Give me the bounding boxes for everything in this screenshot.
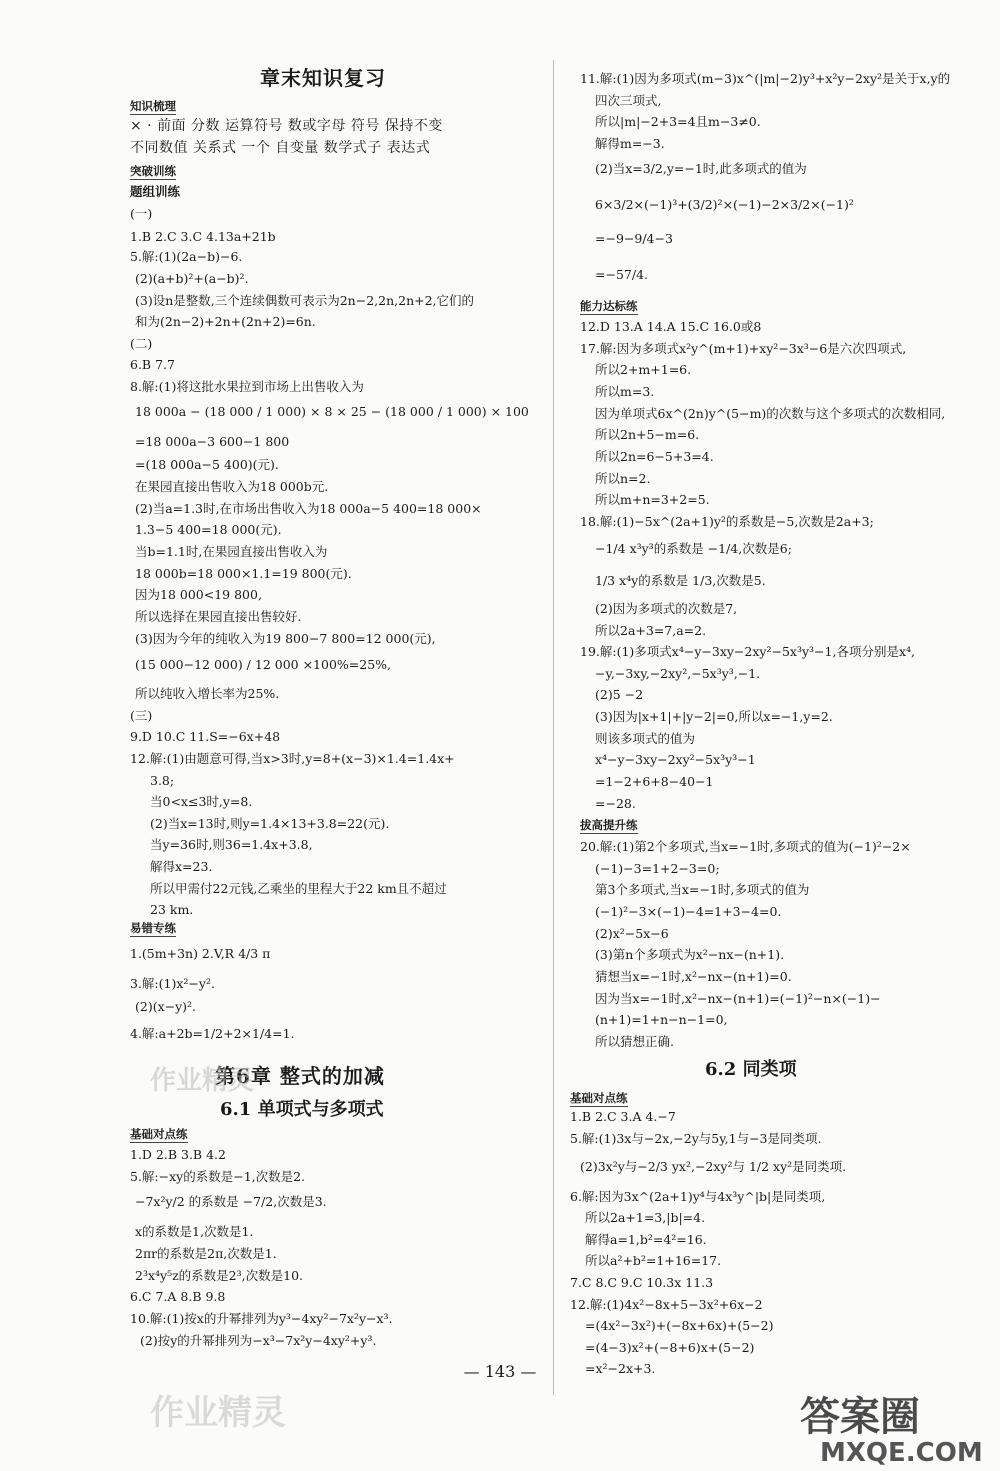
answer-line: 4.解:a+2b=1/2+2×1/4=1. [130, 1026, 295, 1041]
answer-line: =(4x²−3x²)+(−8x+6x)+(5−2) [585, 1318, 774, 1333]
answer-line: =−9−9/4−3 [595, 231, 673, 246]
answer-line: 所以2n=6−5+3=4. [595, 449, 714, 464]
answer-line: 1.D 2.B 3.B 4.2 [130, 1147, 226, 1162]
answer-line: 2πr的系数是2π,次数是1. [135, 1246, 277, 1261]
answer-line: 1.B 2.C 3.A 4.−7 [570, 1109, 676, 1124]
answer-line: 和为(2n−2)+2n+(2n+2)=6n. [135, 314, 316, 329]
answer-line: 20.解:(1)第2个多项式,当x=−1时,多项式的值为(−1)²−2× [580, 839, 911, 854]
answer-line: 所以甲需付22元钱,乙乘坐的里程大于22 km且不超过 [150, 881, 447, 896]
answer-line: (−1)²−3×(−1)−4=1+3−4=0. [595, 904, 782, 919]
answer-line: 当0<x≤3时,y=8. [150, 794, 253, 809]
answer-line: 所以2+m+1=6. [595, 362, 692, 377]
answer-line: 1.B 2.C 3.C 4.13a+21b [130, 229, 276, 244]
answer-line: 3.解:(1)x²−y². [130, 976, 215, 991]
answer-line: 5.解:−xy的系数是−1,次数是2. [130, 1169, 306, 1184]
answer-line: 6.B 7.7 [130, 357, 175, 372]
answer-line: 所以2n+5−m=6. [595, 427, 700, 442]
answer-line: (2)当a=1.3时,在市场出售收入为18 000a−5 400=18 000× [135, 501, 482, 516]
answer-line: 则该多项式的值为 [595, 731, 696, 746]
answer-line: (2)当x=13时,则y=1.4×13+3.8=22(元). [150, 816, 390, 831]
answer-line: =(18 000a−5 400)(元). [135, 457, 279, 472]
section-6-2-title: 6.2 同类项 [705, 1059, 797, 1080]
section-header-improve: 拔高提升练 [580, 818, 638, 832]
answer-line: (3)因为|x+1|+|y−2|=0,所以x=−1,y=2. [595, 709, 833, 724]
answer-line: 所以纯收入增长率为25%. [135, 686, 280, 701]
answer-line: 5.解:(1)(2a−b)−6. [130, 249, 243, 264]
answer-line: =18 000a−3 600−1 800 [135, 434, 290, 449]
answer-line: (2)因为多项式的次数是7, [595, 601, 738, 616]
answer-line: 解得a=1,b²=4²=16. [585, 1232, 707, 1247]
answer-line: 6.C 7.A 8.B 9.8 [130, 1289, 226, 1304]
answer-line: 所以|m|−2+3=4且m−3≠0. [595, 114, 761, 129]
answer-line: 12.解:(1)由题意可得,当x>3时,y=8+(x−3)×1.4=1.4x+ [130, 751, 455, 766]
answer-line: 6×3/2×(−1)³+(3/2)²×(−1)−2×3/2×(−1)² [595, 197, 854, 212]
answer-line: (2)当x=3/2,y=−1时,此多项式的值为 [595, 161, 807, 176]
answer-line: (−1)−3=1+2−3=0; [595, 861, 720, 876]
section-header-breakthrough: 突破训练 [130, 164, 176, 178]
answer-line: 1/3 x⁴y的系数是 1/3,次数是5. [595, 573, 766, 588]
answer-line: (3)设n是整数,三个连续偶数可表示为2n−2,2n,2n+2,它们的 [135, 293, 475, 308]
group-label: (二) [130, 336, 153, 351]
answer-line: 因为单项式6x^(2n)y^(5−m)的次数与这个多项式的次数相同, [595, 406, 946, 421]
answer-line: 所以m+n=3+2=5. [595, 492, 710, 507]
answer-line: 四次三项式, [595, 93, 662, 108]
answer-line: 23 km. [150, 902, 194, 917]
answer-line: 所以a²+b²=1+16=17. [585, 1253, 722, 1268]
group-label: (一) [130, 206, 153, 221]
column-divider [553, 60, 554, 1395]
group-label: (三) [130, 708, 153, 723]
page-number: — 143 — [463, 1362, 537, 1381]
answer-line: 1.(5m+3n) 2.V,R 4/3 π [130, 946, 271, 961]
answer-line: 10.解:(1)按x的升幂排列为y³−4xy²−7x²y−x³. [130, 1311, 393, 1326]
watermark-url: MXQE.COM [820, 1438, 983, 1468]
answer-line: (2)3x²y与−2/3 yx²,−2xy²与 1/2 xy²是同类项. [580, 1159, 847, 1174]
answer-line: −7x²y/2 的系数是 −7/2,次数是3. [135, 1194, 327, 1209]
watermark-text: 作业精灵 [150, 1393, 286, 1433]
answer-line: 12.D 13.A 14.A 15.C 16.0或8 [580, 319, 762, 334]
answer-line: 2³x⁴y⁵z的系数是2³,次数是10. [135, 1268, 303, 1283]
answer-line: 因为当x=−1时,x²−nx−(n+1)=(−1)²−n×(−1)− [595, 991, 881, 1006]
section-header-basic: 基础对点练 [570, 1091, 628, 1105]
review-title: 章末知识复习 [260, 66, 386, 90]
answer-line: 所以2a+3=7,a=2. [595, 623, 707, 638]
answer-line: 17.解:因为多项式x²y^(m+1)+xy²−3x³−6是六次四项式, [580, 341, 907, 356]
answer-line: (2)(x−y)². [135, 999, 197, 1014]
answer-line: 第3个多项式,当x=−1时,多项式的值为 [595, 882, 810, 897]
answer-line: =x²−2x+3. [585, 1361, 656, 1376]
answer-line: (2)x²−5x−6 [595, 926, 669, 941]
answer-line: (2)按y的升幂排列为−x³−7x²y−4xy²+y³. [140, 1333, 377, 1348]
knowledge-answers-1: × · 前面 分数 运算符号 数或字母 符号 保持不变 [130, 118, 443, 134]
answer-line: 18 000a − (18 000 / 1 000) × 8 × 25 − (18 000 / 1 000) × 100 [135, 404, 529, 419]
answer-line: x⁴−y−3xy−2xy²−5x³y³−1 [595, 752, 756, 767]
answer-line: 8.解:(1)将这批水果拉到市场上出售收入为 [130, 379, 364, 394]
answer-line: 猜想当x=−1时,x²−nx−(n+1)=0. [595, 969, 792, 984]
section-header-knowledge: 知识梳理 [130, 99, 176, 113]
answer-line: (15 000−12 000) / 12 000 ×100%=25%, [135, 657, 392, 672]
answer-line: 因为18 000<19 800, [135, 587, 262, 602]
answer-line: 18.解:(1)−5x^(2a+1)y²的系数是−5,次数是2a+3; [580, 514, 874, 529]
section-header-ability: 能力达标练 [580, 299, 638, 313]
answer-line: 9.D 10.C 11.S=−6x+48 [130, 729, 281, 744]
answer-line: 11.解:(1)因为多项式(m−3)x^(|m|−2)y³+x²y−2xy²是关于x,y的 [580, 71, 951, 86]
answer-line: 19.解:(1)多项式x⁴−y−3xy−2xy²−5x³y³−1,各项分别是x⁴, [580, 644, 915, 659]
answer-line: 5.解:(1)3x与−2x,−2y与5y,1与−3是同类项. [570, 1131, 822, 1146]
knowledge-answers-2: 不同数值 关系式 一个 自变量 数学式子 表达式 [130, 140, 431, 156]
answer-line: 所以m=3. [595, 384, 655, 399]
answer-line: 解得x=23. [150, 859, 213, 874]
watermark-text: 作业精灵 [150, 1066, 255, 1096]
answer-line: 7.C 8.C 9.C 10.3x 11.3 [570, 1275, 714, 1290]
answer-line: =−28. [595, 796, 636, 811]
answer-line: =1−2+6+8−40−1 [595, 774, 714, 789]
answer-line: 3.8; [150, 773, 175, 788]
answer-line: 6.解:因为3x^(2a+1)y⁴与4x³y^|b|是同类项, [570, 1189, 826, 1204]
answer-line: 当y=36时,则36=1.4x+3.8, [150, 837, 313, 852]
answer-line: (n+1)=1+n−n−1=0, [595, 1012, 728, 1027]
answer-line: 所以n=2. [595, 471, 651, 486]
section-header-error: 易错专练 [130, 921, 176, 935]
answer-line: =−57/4. [595, 267, 648, 282]
watermark-logo: 答案圈 [800, 1394, 920, 1440]
subheader-topic: 题组训练 [130, 184, 181, 199]
answer-line: 1.3−5 400=18 000(元). [135, 522, 282, 537]
answer-line: 所以2a+1=3,|b|=4. [585, 1210, 706, 1225]
answer-line: 所以猜想正确. [595, 1034, 674, 1049]
answer-line: −1/4 x³y³的系数是 −1/4,次数是6; [595, 541, 792, 556]
chapter-6-title: 第6章 整式的加减 [215, 1064, 385, 1088]
answer-line: (2)(a+b)²+(a−b)². [135, 271, 249, 286]
answer-line: 解得m=−3. [595, 136, 665, 151]
answer-line: (3)因为今年的纯收入为19 800−7 800=12 000(元), [135, 631, 436, 646]
answer-line: =(4−3)x²+(−8+6)x+(5−2) [585, 1340, 755, 1355]
answer-line: (2)5 −2 [595, 687, 644, 702]
answer-line: 所以选择在果园直接出售较好. [135, 609, 302, 624]
answer-line: 12.解:(1)4x²−8x+5−3x²+6x−2 [570, 1297, 763, 1312]
section-6-1-title: 6.1 单项式与多项式 [220, 1099, 384, 1120]
answer-line: −y,−3xy,−2xy²,−5x³y³,−1. [595, 666, 761, 681]
answer-line: x的系数是1,次数是1. [135, 1224, 254, 1239]
answer-line: 在果园直接出售收入为18 000b元. [135, 479, 329, 494]
answer-line: (3)第n个多项式为x²−nx−(n+1). [595, 947, 785, 962]
section-header-basic: 基础对点练 [130, 1127, 188, 1141]
answer-line: 当b=1.1时,在果园直接出售收入为 [135, 544, 328, 559]
answer-line: 18 000b=18 000×1.1=19 800(元). [135, 566, 352, 581]
